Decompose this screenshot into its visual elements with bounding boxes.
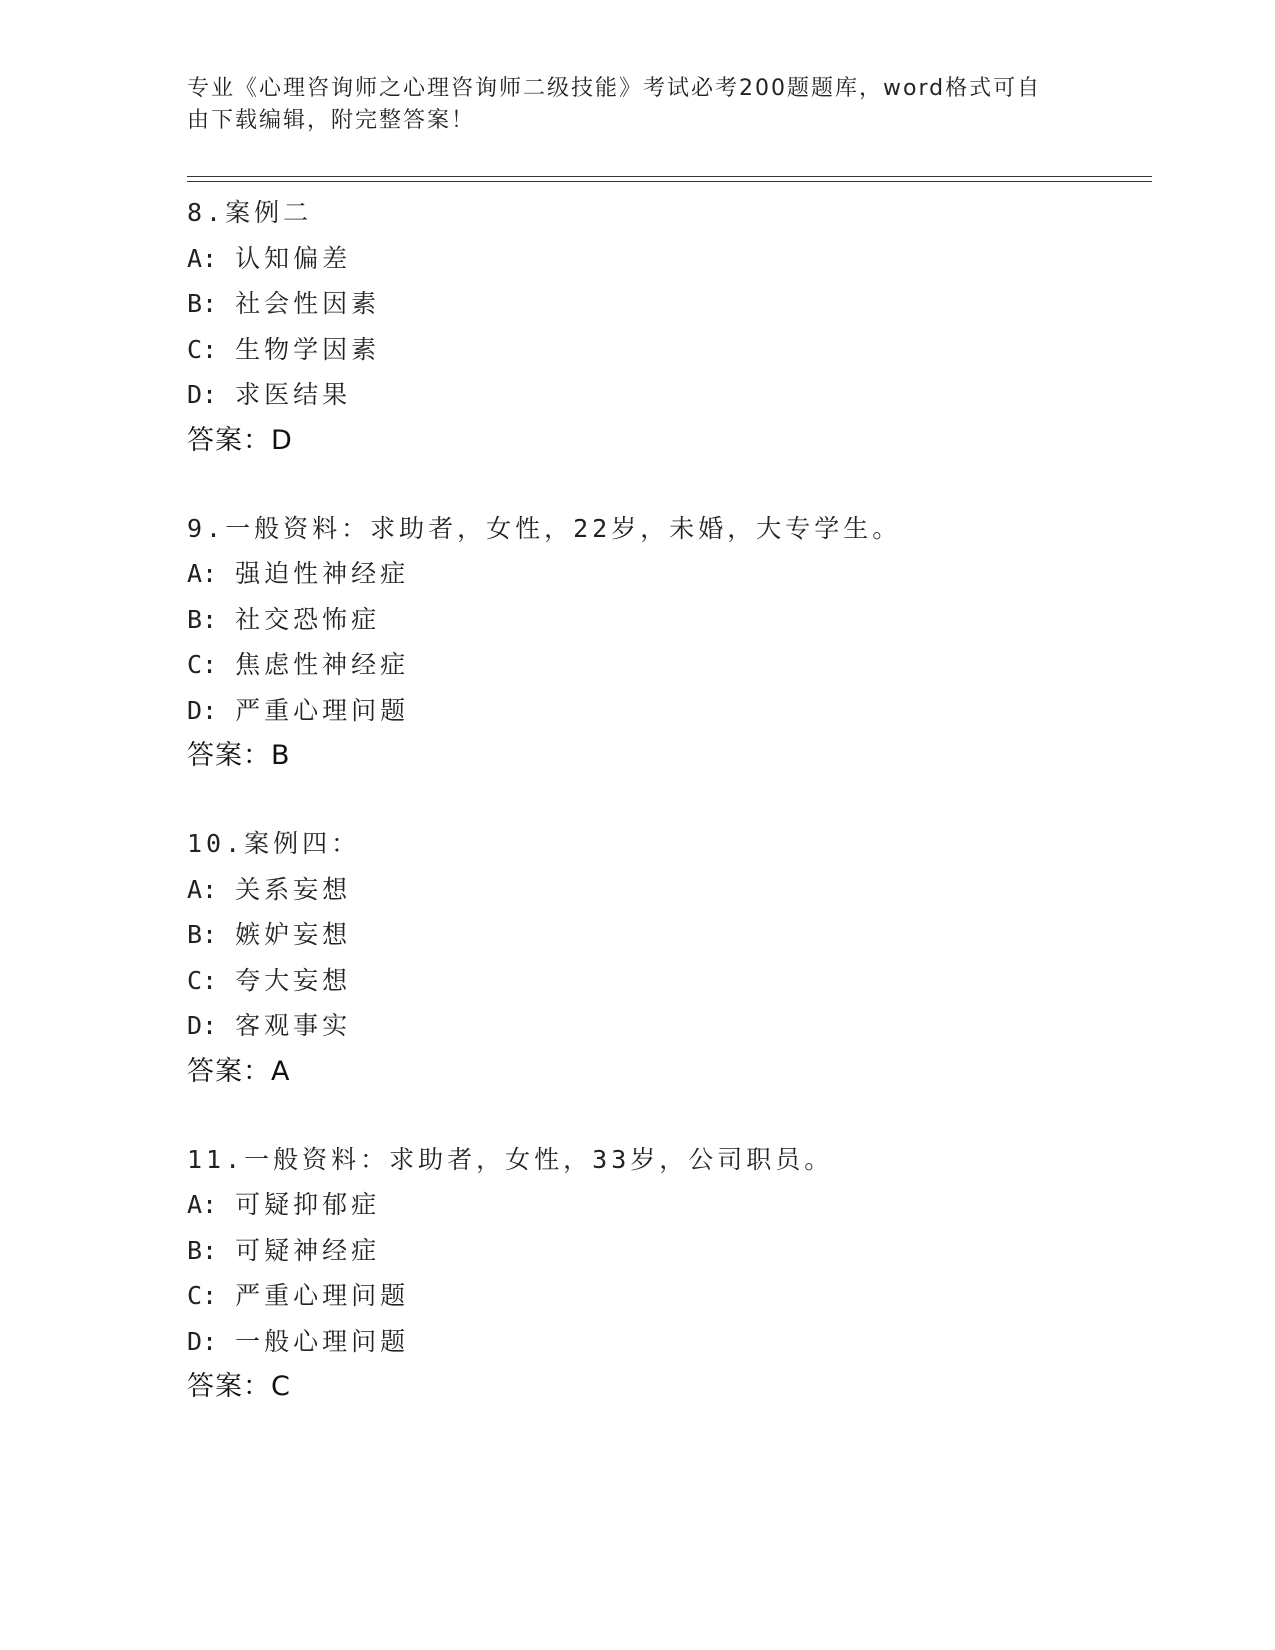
option-c — [187, 958, 1147, 1004]
answer-line — [187, 418, 1147, 464]
option-b — [187, 281, 1147, 327]
header-divider-bottom — [187, 181, 1152, 182]
option-b — [187, 912, 1147, 958]
answer-line — [187, 1364, 1147, 1410]
option-text: 严重心理问题 — [235, 695, 410, 725]
option-a — [187, 867, 1147, 913]
option-text: 认知偏差 — [235, 243, 352, 273]
option-d — [187, 372, 1147, 418]
option-c — [187, 1273, 1147, 1319]
option-letter: C: — [187, 965, 218, 995]
option-b — [187, 597, 1147, 643]
question-text: 案例四： — [244, 829, 361, 858]
option-text: 一般心理问题 — [235, 1326, 410, 1356]
question-stem — [187, 190, 1147, 236]
question-item — [187, 190, 1147, 464]
question-text: 一般资料：求助者，女性，33岁，公司职员。 — [244, 1144, 834, 1174]
answer-value: C — [271, 1371, 291, 1402]
document-header — [187, 73, 1067, 137]
option-c — [187, 642, 1147, 688]
option-text: 客观事实 — [235, 1011, 352, 1040]
option-b — [187, 1228, 1147, 1274]
option-letter: D: — [187, 1326, 218, 1356]
answer-label: 答案： — [187, 1371, 271, 1402]
answer-line — [187, 1049, 1147, 1095]
question-number: 8. — [187, 198, 226, 227]
question-stem — [187, 821, 1147, 867]
question-number: 9. — [187, 513, 226, 543]
question-stem — [187, 1137, 1147, 1183]
option-text: 可疑神经症 — [235, 1235, 381, 1265]
option-letter: D: — [187, 1011, 218, 1040]
option-d — [187, 1319, 1147, 1365]
header-line-2: 由下载编辑，附完整答案！ — [187, 108, 476, 133]
question-text: 案例二 — [225, 198, 313, 227]
answer-label: 答案： — [187, 424, 271, 456]
answer-line — [187, 733, 1147, 779]
option-a — [187, 551, 1147, 597]
option-letter: B: — [187, 289, 218, 318]
question-stem — [187, 506, 1147, 552]
answer-value: D — [271, 424, 293, 456]
answer-label: 答案： — [187, 740, 271, 771]
option-letter: C: — [187, 650, 218, 679]
option-text: 社交恐怖症 — [235, 604, 381, 634]
answer-value: A — [271, 1055, 291, 1087]
option-letter: B: — [187, 920, 218, 949]
option-text: 关系妄想 — [235, 874, 352, 904]
option-text: 嫉妒妄想 — [235, 920, 352, 949]
option-d — [187, 688, 1147, 734]
option-letter: B: — [187, 1235, 218, 1265]
answer-label: 答案： — [187, 1055, 271, 1087]
question-number: 11. — [187, 1144, 245, 1174]
option-text: 焦虑性神经症 — [235, 650, 410, 679]
answer-value: B — [271, 740, 291, 771]
option-letter: A: — [187, 243, 218, 273]
option-a — [187, 1182, 1147, 1228]
option-text: 生物学因素 — [235, 334, 381, 364]
option-text: 求医结果 — [235, 380, 352, 409]
option-letter: C: — [187, 334, 218, 364]
option-text: 强迫性神经症 — [235, 559, 410, 588]
question-item — [187, 1137, 1147, 1411]
option-text: 可疑抑郁症 — [235, 1190, 381, 1219]
question-number: 10. — [187, 829, 245, 858]
question-text: 一般资料：求助者，女性，22岁，未婚，大专学生。 — [225, 513, 902, 543]
header-divider-top — [187, 176, 1152, 177]
option-text: 社会性因素 — [235, 289, 381, 318]
option-a — [187, 236, 1147, 282]
option-letter: A: — [187, 1190, 218, 1219]
question-list — [187, 190, 1147, 1452]
option-letter: A: — [187, 874, 218, 904]
option-letter: D: — [187, 695, 218, 725]
option-letter: D: — [187, 380, 218, 409]
option-d — [187, 1003, 1147, 1049]
header-line-1: 专业《心理咨询师之心理咨询师二级技能》考试必考200题题库，word格式可自 — [187, 76, 1042, 101]
question-item — [187, 506, 1147, 780]
option-letter: B: — [187, 604, 218, 634]
option-c — [187, 327, 1147, 373]
option-letter: A: — [187, 559, 218, 588]
option-text: 夸大妄想 — [235, 965, 352, 995]
question-item — [187, 821, 1147, 1095]
option-letter: C: — [187, 1281, 218, 1310]
option-text: 严重心理问题 — [235, 1281, 410, 1310]
